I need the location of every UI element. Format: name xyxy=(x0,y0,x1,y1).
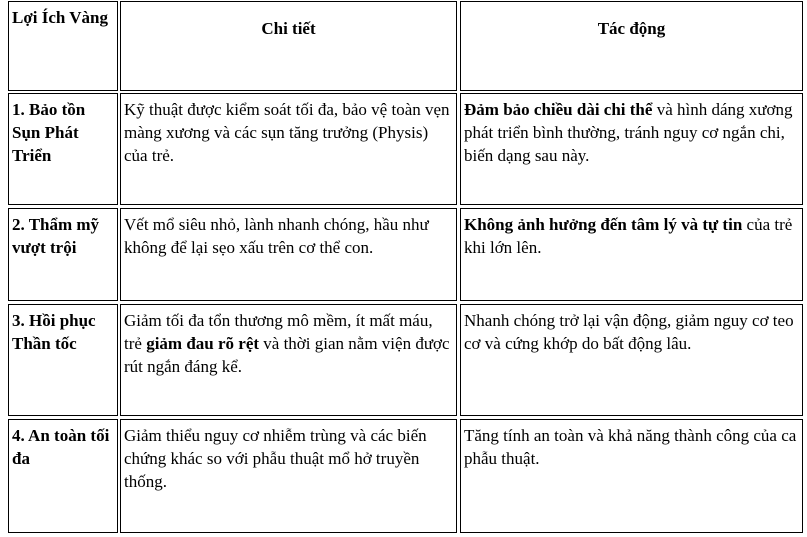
table-row-3-impact: Nhanh chóng trở lại vận động, giảm nguy cơ teo cơ và cứng khớp do bất động lâu. xyxy=(460,304,803,416)
header-benefit: Lợi Ích Vàng xyxy=(8,1,118,91)
detail-emphasis: giảm đau rõ rệt xyxy=(146,334,260,353)
impact-emphasis: Không ảnh hưởng đến tâm lý và tự tin xyxy=(464,215,743,234)
table-row-1-benefit: 1. Bảo tồn Sụn Phát Triển xyxy=(8,93,118,205)
table-row-3-detail xyxy=(120,304,457,416)
table-row-4-benefit: 4. An toàn tối đa xyxy=(8,419,118,533)
impact-text: của trẻ khi lớn lên. xyxy=(464,215,793,257)
impact-text: và hình dáng xương phát triển bình thường, tránh nguy cơ ngắn chi, biến dạng sau này. xyxy=(464,100,793,165)
impact-emphasis: Đảm bảo chiều dài chi thể xyxy=(464,100,653,119)
table-row-1-detail: Kỹ thuật được kiểm soát tối đa, bảo vệ toàn vẹn màng xương và các sụn tăng trưởng (Physis) của trẻ. xyxy=(120,93,457,205)
table-row-4-impact: Tăng tính an toàn và khả năng thành công của ca phẫu thuật. xyxy=(460,419,803,533)
table-row-1-impact xyxy=(460,93,803,205)
detail-text: Giảm tối đa tổn thương mô mềm, ít mất máu, trẻ xyxy=(124,311,433,353)
header-detail: Chi tiết xyxy=(120,1,457,91)
table-row-2-detail: Vết mổ siêu nhỏ, lành nhanh chóng, hầu như không để lại sẹo xấu trên cơ thể con. xyxy=(120,208,457,301)
table-row-2-impact xyxy=(460,208,803,301)
table-row-2-benefit: 2. Thẩm mỹ vượt trội xyxy=(8,208,118,301)
table-row-3-benefit: 3. Hồi phục Thần tốc xyxy=(8,304,118,416)
header-impact: Tác động xyxy=(460,1,803,91)
detail-text: và thời gian nằm viện được rút ngắn đáng kể. xyxy=(124,334,450,376)
table-row-4-detail: Giảm thiểu nguy cơ nhiễm trùng và các biến chứng khác so với phẫu thuật mổ hở truyền thống. xyxy=(120,419,457,533)
